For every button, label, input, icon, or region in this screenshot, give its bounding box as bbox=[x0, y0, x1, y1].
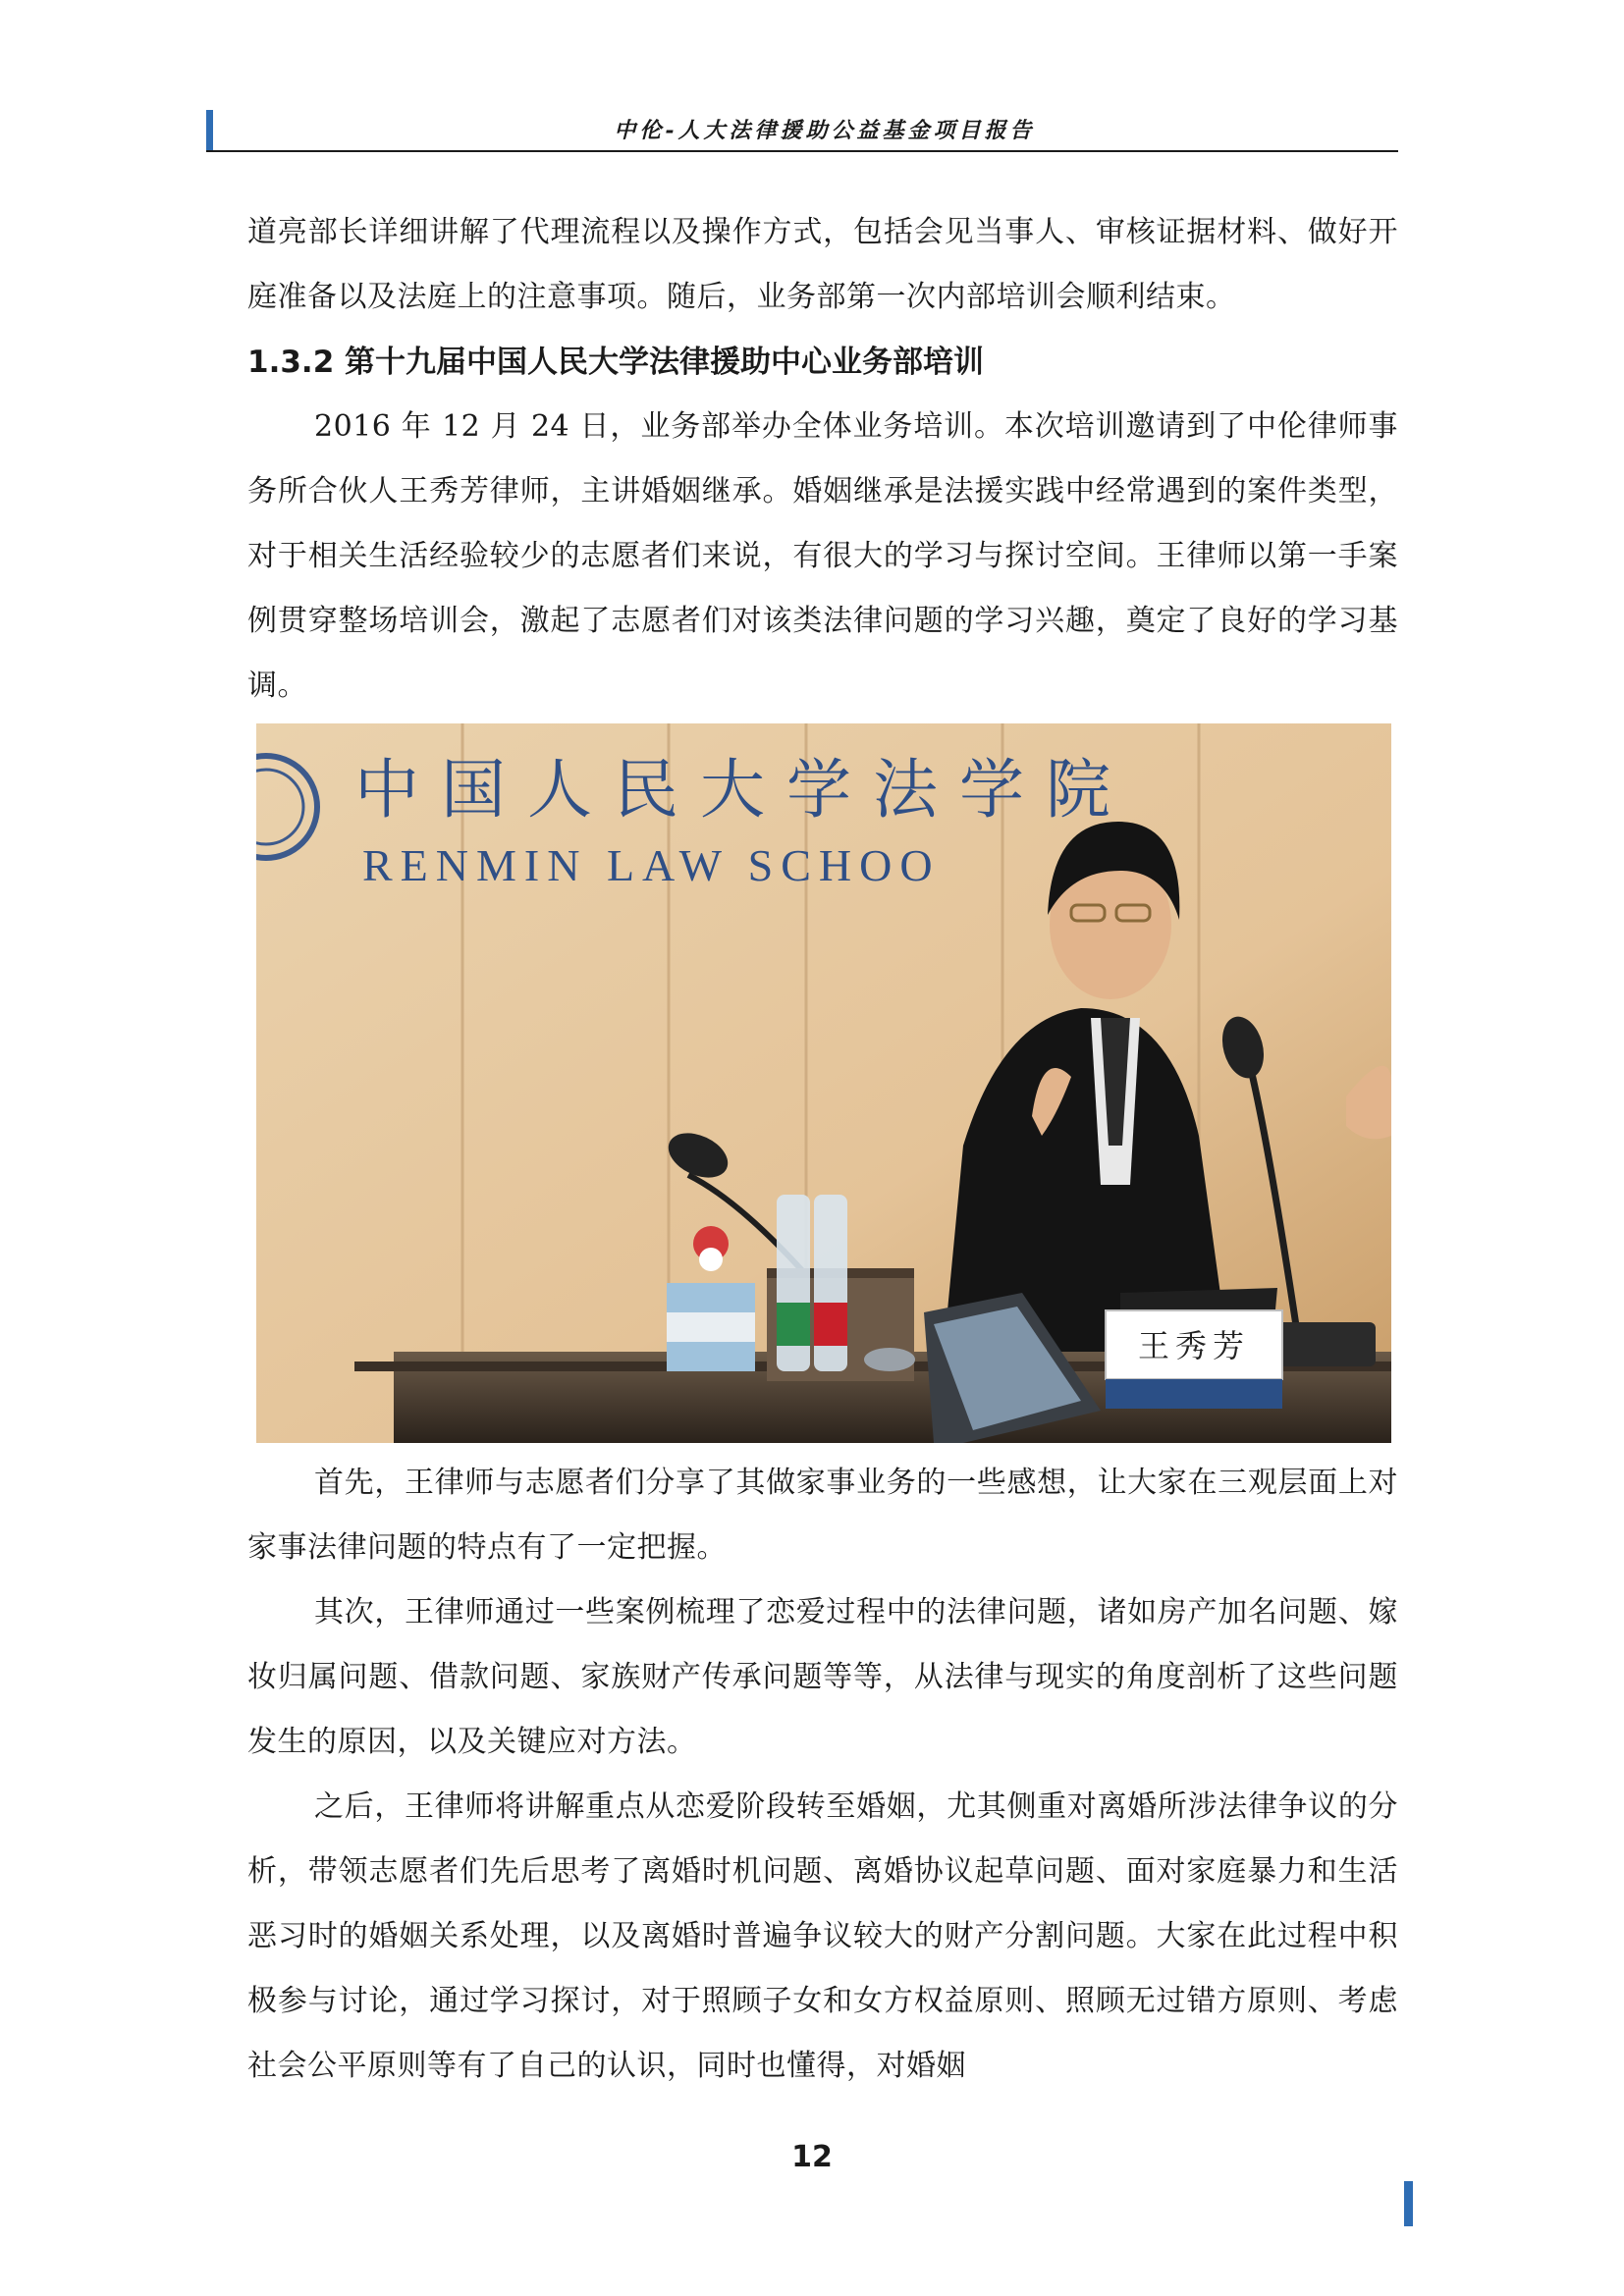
training-photo bbox=[256, 723, 1391, 1443]
body-paragraph-second bbox=[247, 1580, 1398, 1775]
section-heading: 1.3.2 第十九届中国人民大学法律援助中心业务部培训 bbox=[247, 345, 985, 380]
wall-sign-english: RENMIN LAW SCHOO bbox=[362, 840, 941, 890]
name-card-text: 王秀芳 bbox=[1137, 1327, 1251, 1364]
photo-illustration bbox=[256, 723, 1391, 1443]
body-paragraph-first bbox=[247, 1451, 1398, 1580]
paragraph-text: 2016 年 12 月 24 日，业务部举办全体业务培训。本次培训邀请到了中伦律师事务所合伙人王秀芳律师，主讲婚姻继承。婚姻继承是法援实践中经常遇到的案件类型，对于相关生活经验较少的志愿者们来说，有很大的学习与探讨空间。王律师以第一手案例贯穿整场培训会，激起了志愿者们对该类法律问题的学习兴趣，奠定了良好的学习基调。 bbox=[247, 409, 1398, 703]
footer-accent-bar bbox=[1404, 2181, 1413, 2226]
body-paragraph-continued bbox=[247, 200, 1398, 330]
header-rule bbox=[206, 150, 1398, 152]
page-number: 12 bbox=[791, 2140, 833, 2174]
body-paragraph-then bbox=[247, 1775, 1398, 2099]
paragraph-text: 之后，王律师将讲解重点从恋爱阶段转至婚姻，尤其侧重对离婚所涉法律争议的分析，带领志愿者们先后思考了离婚时机问题、离婚协议起草问题、面对家庭暴力和生活恶习时的婚姻关系处理，以及离婚时普遍争议较大的财产分割问题。大家在此过程中积极参与讨论，通过学习探讨，对于照顾子女和女方权益原则、照顾无过错方原则、考虑社会公平原则等有了自己的认识，同时也懂得，对婚姻 bbox=[247, 1789, 1398, 2083]
header-accent-bar bbox=[206, 110, 213, 151]
paragraph-text: 道亮部长详细讲解了代理流程以及操作方式，包括会见当事人、审核证据材料、做好开庭准备以及法庭上的注意事项。随后，业务部第一次内部培训会顺利结束。 bbox=[247, 215, 1398, 314]
body-paragraph-intro bbox=[247, 395, 1398, 719]
paragraph-text: 其次，王律师通过一些案例梳理了恋爱过程中的法律问题，诸如房产加名问题、嫁妆归属问题、借款问题、家族财产传承问题等等，从法律与现实的角度剖析了这些问题发生的原因，以及关键应对方法。 bbox=[247, 1595, 1398, 1759]
paragraph-text: 首先，王律师与志愿者们分享了其做家事业务的一些感想，让大家在三观层面上对家事法律问题的特点有了一定把握。 bbox=[247, 1466, 1398, 1565]
wall-sign-chinese: 中国人民大学法学院 bbox=[354, 752, 1132, 828]
running-header-title: 中伦-人大法律援助公益基金项目报告 bbox=[614, 118, 1036, 143]
